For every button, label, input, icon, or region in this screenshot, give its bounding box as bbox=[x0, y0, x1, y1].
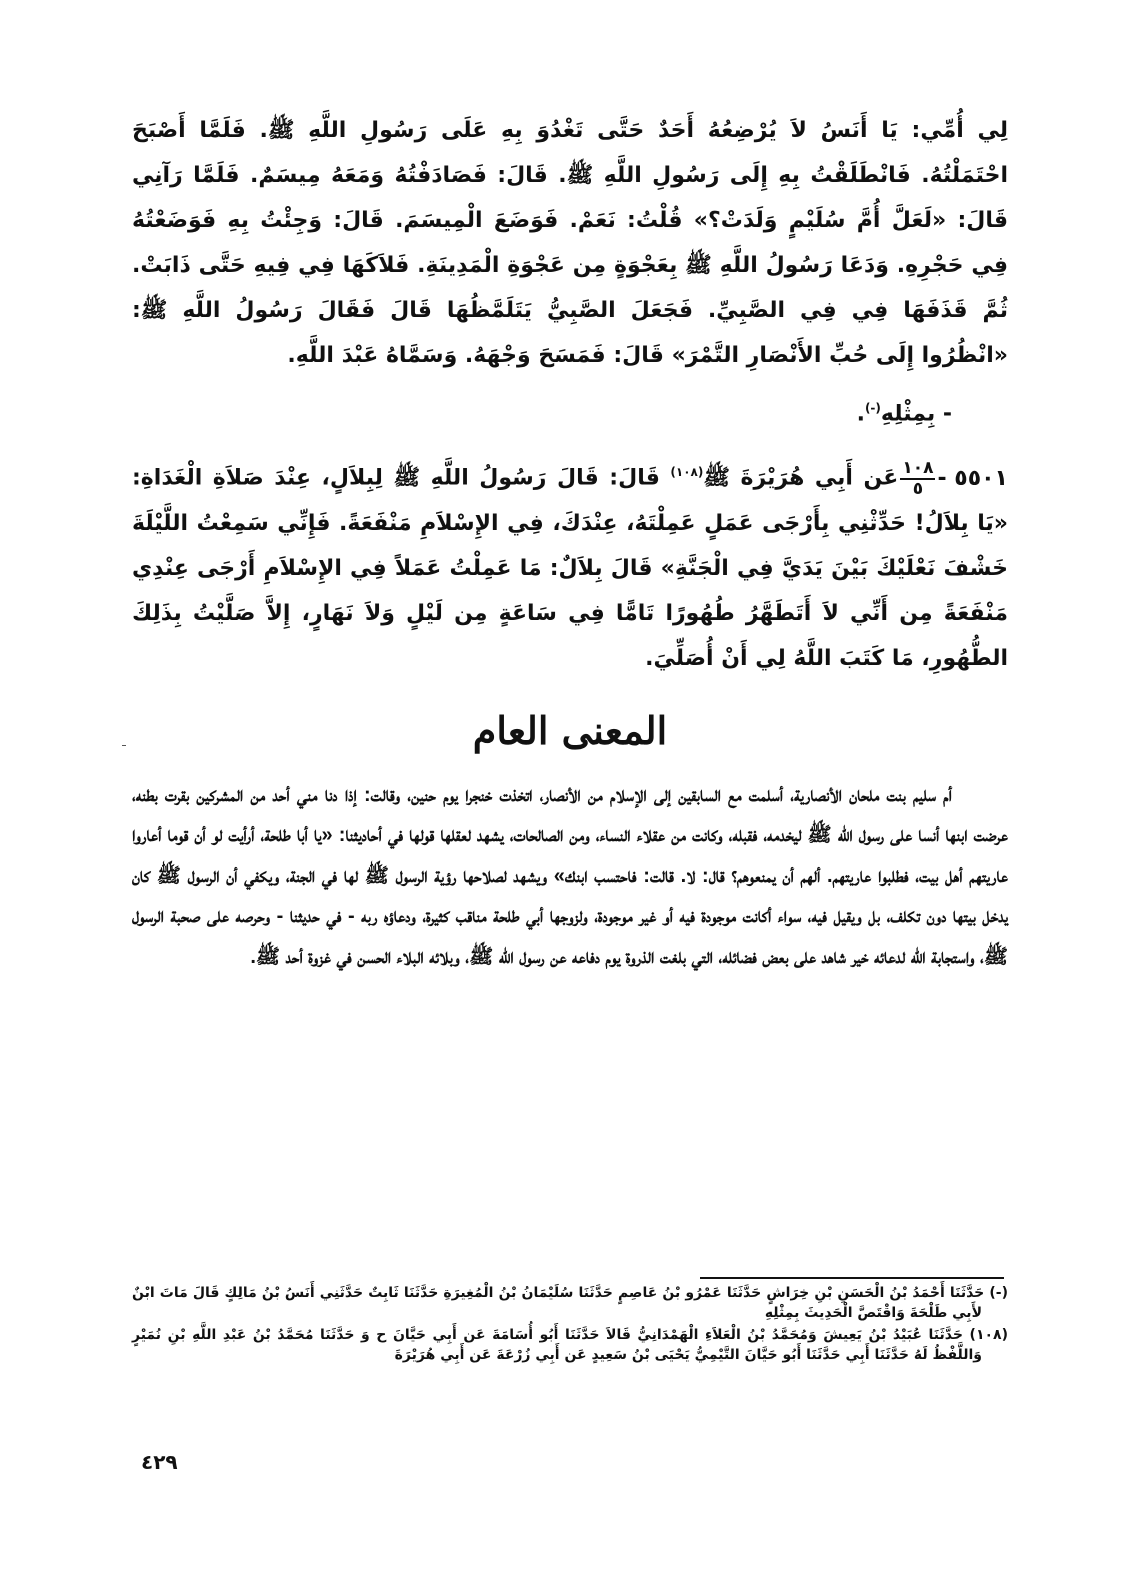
hadith-body: «يَا بِلاَلُ! حَدِّثْنِي بِأَرْجَى عَمَلٍ عَمِلْتَهُ، عِنْدَكَ، فِي الإِسْلاَمِ مَنْفَعَةً. فَإِنِّي سَمِعْتُ اللَّيْلَةَ خَشْفَ نَعْلَيْكَ بَيْنَ يَدَيَّ فِي الْجَنَّةِ» قَالَ بِلاَلٌ: مَا عَمِلْتُ عَمَلاً فِي الإِسْلاَمِ أَرْجَى عِنْدِي مَنْفَعَةً مِن أَنِّي لاَ أَتَطَهَّرُ طُهُورًا تَامًّا فِي سَاعَةٍ مِن لَيْلٍ وَلاَ نَهَارٍ، إِلاَّ صَلَّيْتُ بِذَلِكَ الطُّهُورِ، مَا كَتَبَ اللَّهُ لِي أَنْ أُصَلِّيَ. bbox=[132, 510, 1008, 671]
footnote-text: حَدَّثَنَا عُبَيْدُ بْنُ يَعِيشَ وَمُحَمَّدُ بْنُ الْعَلاَءِ الْهَمْدَانِيُّ قَالاَ حَدَّثَنَا أَبُو أُسَامَةَ عَن أَبِي حَيَّانَ ح وَ حَدَّثَنَا مُحَمَّدُ بْنُ عَبْدِ اللَّهِ بْنِ نُمَيْرٍ وَاللَّفْظُ لَهُ حَدَّثَنَا أَبِي حَدَّثَنَا أَبُو حَيَّانَ التَّيْمِيُّ يَحْيَى بْنُ سَعِيدٍ عَن أَبِي زُرْعَةَ عَن أَبِي هُرَيْرَةَ bbox=[132, 1327, 982, 1363]
section-title-text: المعنى العام bbox=[472, 707, 668, 753]
hadith-number: ٥٥٠١ - bbox=[937, 465, 1008, 491]
footnote-text: حَدَّثَنَا أَحْمَدُ بْنُ الْحَسَنِ بْنِ خِرَاشٍ حَدَّثَنَا عَمْرُو بْنُ عَاصِمٍ حَدَّثَنَا سُلَيْمَانُ بْنُ الْمُغِيرَةِ حَدَّثَنَا ثَابِتٌ حَدَّثَنِي أَنَسُ بْنُ مَالِكٍ قَالَ مَاتَ ابْنٌ لأَبِي طَلْحَةَ وَاقْتَصَّ الْحَدِيثَ بِمِثْلِهِ bbox=[132, 1285, 985, 1321]
footnote-marker: (-) bbox=[989, 1285, 1009, 1301]
section-title bbox=[132, 701, 1008, 761]
general-meaning-text: أم سليم بنت ملحان الأنصارية، أسلمت مع السابقين إلى الإسلام من الأنصار، اتخذت خنجرا يوم حنين، وقالت: إذا دنا مني أحد من المشركين بقرت بطنه، عرضت ابنها أنسا على رسول الله ﷺ ليخدمه، فقبله، وكانت من عقلاء النساء، ومن الصالحات، يشهد لعقلها قولها في أحاديثنا: «يا أبا طلحة، أرأيت لو أن قوما أعاروا عاريتهم أهل بيت، فطلبوا عاريتهم. ألهم أن يمنعوهم؟ قال: لا. قالت: فاحتسب ابنك» ويشهد لصلاحها رؤية الرسول ﷺ لها في الجنة، ويكفي أن الرسول ﷺ كان يدخل بيتها دون تكلف، بل ويقيل فيه، سواء أكانت موجودة فيه أو غير موجودة، ولزوجها أبي طلحة مناقب كثيرة، ودعاؤه ربه - في حديثنا - وحرصه على صحبة الرسول ﷺ، واستجابة الله لدعائه خير شاهد على بعض فضائله، التي بلغت الذروة يوم دفاعه عن رسول الله ﷺ، وبلائه البلاء الحسن في غزوة أحد ﷺ. bbox=[132, 783, 1008, 968]
page-number: ٤٢٩ bbox=[141, 1450, 178, 1474]
footnote-item bbox=[132, 1325, 1008, 1365]
hadith-head-narrator: عَن أَبِي هُرَيْرَةَ ﷺ bbox=[703, 465, 899, 491]
footnote-marker: (١٠٨) bbox=[969, 1327, 1008, 1343]
footnote-item bbox=[132, 1283, 1008, 1323]
margin-mark bbox=[122, 745, 126, 746]
sub-number-top: ١٠٨ bbox=[902, 457, 934, 478]
footnote-ref-dash: (-) bbox=[864, 401, 881, 415]
hadith-sub-number bbox=[900, 457, 935, 499]
hadith-5501 bbox=[132, 450, 1008, 680]
hadith-continuation-text: لِي أُمِّي: يَا أَنَسُ لاَ يُرْضِعُهُ أَحَدٌ حَتَّى تَغْدُوَ بِهِ عَلَى رَسُولِ اللَّهِ ﷺ. فَلَمَّا أَصْبَحَ احْتَمَلْتُهُ. فَانْطَلَقْتُ بِهِ إِلَى رَسُولِ اللَّهِ ﷺ. قَالَ: فَصَادَفْتُهُ وَمَعَهُ مِيسَمٌ. فَلَمَّا رَآنِي قَالَ: «لَعَلَّ أُمَّ سُلَيْمٍ وَلَدَتْ؟» قُلْتُ: نَعَمْ. فَوَضَعَ الْمِيسَمَ. قَالَ: وَجِئْتُ بِهِ فَوَضَعْتُهُ فِي حَجْرِهِ. وَدَعَا رَسُولُ اللَّهِ ﷺ بِعَجْوَةٍ مِن عَجْوَةِ الْمَدِينَةِ. فَلاَكَهَا فِي فِيهِ حَتَّى ذَابَتْ. ثُمَّ قَذَفَهَا فِي فِي الصَّبِيِّ. فَجَعَلَ الصَّبِيُّ يَتَلَمَّظُهَا قَالَ فَقَالَ رَسُولُ اللَّهِ ﷺ: «انْظُرُوا إِلَى حُبِّ الأَنْصَارِ التَّمْرَ» قَالَ: فَمَسَحَ وَجْهَهُ. وَسَمَّاهُ عَبْدَ اللَّهِ. bbox=[132, 118, 1008, 368]
hadith-5501-text bbox=[132, 450, 1008, 680]
hadith-head-rest: قَالَ: قَالَ رَسُولُ اللَّهِ ﷺ لِبِلاَلٍ، عِنْدَ صَلاَةِ الْغَدَاةِ: bbox=[132, 465, 660, 491]
footnote-separator bbox=[700, 1277, 1004, 1279]
sub-number-bottom: ٥ bbox=[912, 478, 924, 499]
footnotes bbox=[132, 1283, 1008, 1367]
footnote-ref-108: (١٠٨) bbox=[670, 465, 704, 480]
bimithlihi-line: - بِمِثْلِهِ(-). bbox=[856, 401, 952, 427]
bimithlihi-text: - بِمِثْلِهِ bbox=[880, 401, 952, 427]
page-body bbox=[132, 108, 1008, 977]
